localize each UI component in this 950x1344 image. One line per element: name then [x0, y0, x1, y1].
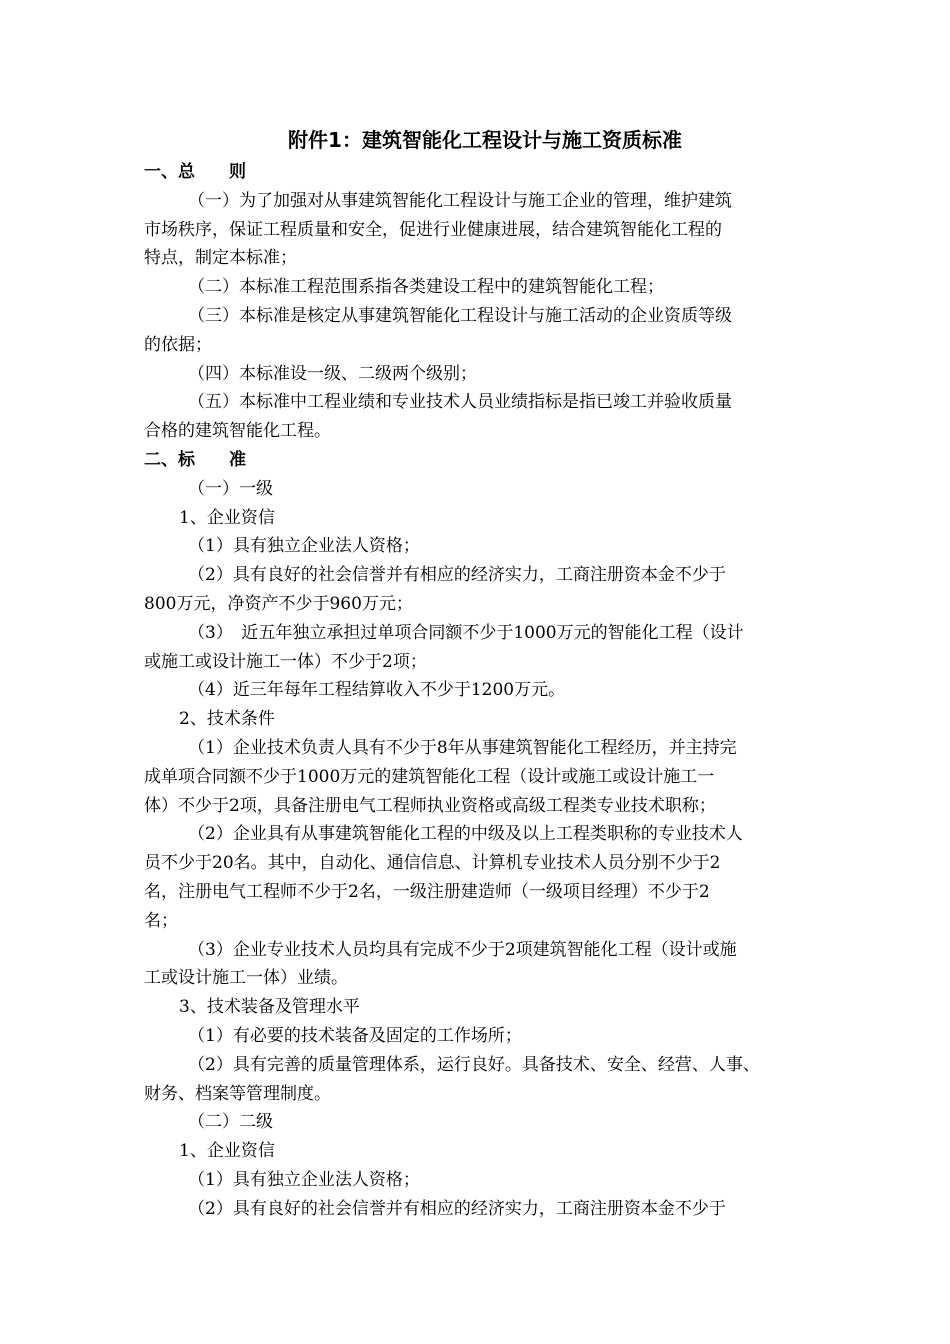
- text-line: 成单项合同额不少于1000万元的建筑智能化工程（设计或施工或设计施工一: [144, 766, 715, 787]
- text-line: （1）具有独立企业法人资格；: [188, 536, 420, 557]
- text-line: 名，注册电气工程师不少于2名，一级注册建造师（一级项目经理）不少于2: [144, 881, 710, 902]
- text-line: （1）有必要的技术装备及固定的工作场所；: [188, 1025, 522, 1046]
- text-line: （五）本标准中工程业绩和专业技术人员业绩指标是指已竣工并验收质量: [188, 392, 732, 413]
- text-line: 工或设计施工一体）业绩。: [144, 968, 348, 989]
- text-line: （四）本标准设一级、二级两个级别；: [188, 363, 477, 384]
- text-line: （一）为了加强对从事建筑智能化工程设计与施工企业的管理，维护建筑: [188, 190, 732, 211]
- text-line: 财务、档案等管理制度。: [144, 1083, 331, 1104]
- document-page: [144, 122, 820, 1223]
- text-line: 3、技术装备及管理水平: [179, 997, 360, 1018]
- text-line: （二）本标准工程范围系指各类建设工程中的建筑智能化工程；: [188, 277, 664, 298]
- text-line: （2）具有良好的社会信誉并有相应的经济实力，工商注册资本金不少于: [188, 565, 726, 586]
- text-line: （1）具有独立企业法人资格；: [188, 1169, 420, 1190]
- text-line: 员不少于20名。其中，自动化、通信信息、计算机专业技术人员分别不少于2: [144, 853, 721, 874]
- text-line: 或施工或设计施工一体）不少于2项；: [144, 651, 427, 672]
- text-line: （3） 近五年独立承担过单项合同额不少于1000万元的智能化工程（设计: [188, 622, 744, 643]
- section-heading: 二、标 准: [144, 449, 246, 470]
- text-line: （2）具有完善的质量管理体系，运行良好。具备技术、安全、经营、人事、: [188, 1054, 760, 1075]
- text-line: （3）企业专业技术人员均具有完成不少于2项建筑智能化工程（设计或施: [188, 939, 737, 960]
- text-line: （2）具有良好的社会信誉并有相应的经济实力，工商注册资本金不少于: [188, 1198, 726, 1219]
- text-line: 合格的建筑智能化工程。: [144, 421, 331, 442]
- text-line: （二）二级: [188, 1112, 273, 1133]
- section-heading: 一、总 则: [144, 162, 246, 182]
- text-line: （一）一级: [188, 478, 273, 499]
- text-line: 的依据；: [144, 334, 212, 355]
- text-line: 市场秩序，保证工程质量和安全，促进行业健康进展，结合建筑智能化工程的: [144, 219, 722, 240]
- document-title: 附件1：建筑智能化工程设计与施工资质标准: [288, 128, 682, 152]
- text-line: 体）不少于2项，具备注册电气工程师执业资格或高级工程类专业技术职称；: [144, 795, 716, 816]
- text-line: （4）近三年每年工程结算收入不少于1200万元。: [188, 680, 566, 701]
- text-line: （三）本标准是核定从事建筑智能化工程设计与施工活动的企业资质等级: [188, 305, 732, 326]
- text-line: 2、技术条件: [179, 709, 275, 730]
- text-line: 1、企业资信: [179, 507, 275, 528]
- text-line: 名；: [144, 910, 178, 931]
- text-line: （1）企业技术负责人具有不少于8年从事建筑智能化工程经历，并主持完: [188, 737, 737, 758]
- text-line: 1、企业资信: [179, 1141, 275, 1162]
- text-line: 特点，制定本标准；: [144, 248, 297, 269]
- document-body: [144, 158, 820, 1223]
- text-line: （2）企业具有从事建筑智能化工程的中级及以上工程类职称的专业技术人: [188, 824, 743, 845]
- text-line: 800万元，净资产不少于960万元；: [144, 593, 413, 614]
